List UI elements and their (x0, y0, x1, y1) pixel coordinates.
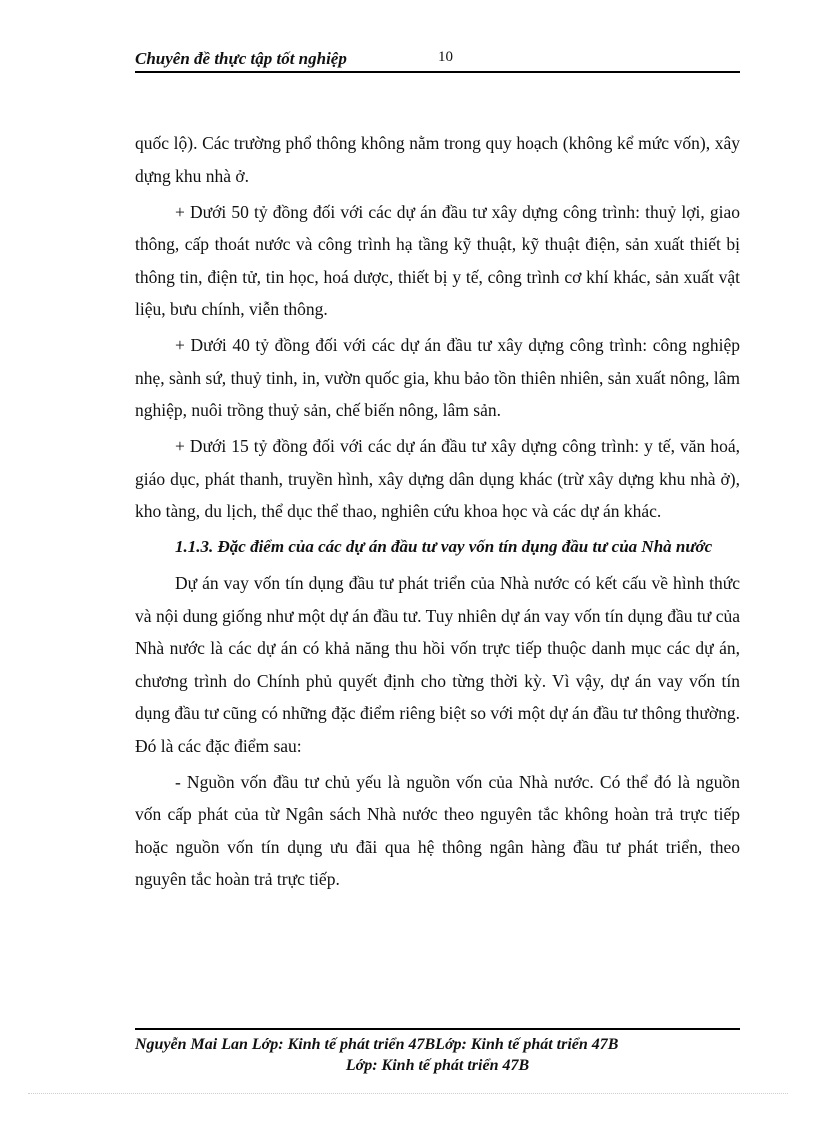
paragraph-under-40-billion: + Dưới 40 tỷ đồng đối với các dự án đầu tư xây dựng công trình: công nghiệp nhẹ, sành sứ, thuỷ tinh, in, vườn quốc gia, khu bảo tồn thiên nhiên, sản xuất nông, lâm nghiệp, nuôi trồng thuỷ sản, chế biến nông, lâm sản. (135, 335, 740, 420)
page-header (135, 49, 740, 73)
page-footer (135, 1028, 740, 1076)
document-body (135, 127, 740, 899)
footer-author-line: Nguyễn Mai Lan Lớp: Kinh tế phát triển 47BLớp: Kinh tế phát triển 47B (135, 1036, 619, 1053)
section-heading: 1.1.3. Đặc điểm của các dự án đầu tư vay vốn tín dụng đầu tư của Nhà nước (175, 537, 713, 556)
paragraph-continuation: quốc lộ). Các trường phổ thông không nằm trong quy hoạch (không kể mức vốn), xây dựng khu nhà ở. (135, 133, 740, 186)
header-title: Chuyên đề thực tập tốt nghiệp (135, 49, 347, 68)
paragraph-project-characteristics: Dự án vay vốn tín dụng đầu tư phát triển của Nhà nước có kết cấu về hình thức và nội dung giống như một dự án đầu tư. Tuy nhiên dự án vay vốn tín dụng đầu tư của Nhà nước là các dự án có khả năng thu hồi vốn trực tiếp thuộc danh mục các dự án, chương trình do Chính phủ quyết định cho từng thời kỳ. Vì vậy, dự án vay vốn tín dụng đầu tư cũng có những đặc điểm riêng biệt so với một dự án đầu tư thông thường. Đó là các đặc điểm sau: (135, 573, 740, 756)
page-edge-divider (28, 1093, 788, 1094)
paragraph-capital-source: - Nguồn vốn đầu tư chủ yếu là nguồn vốn của Nhà nước. Có thể đó là nguồn vốn cấp phát của từ Ngân sách Nhà nước theo nguyên tắc không hoàn trả trực tiếp hoặc nguồn vốn tín dụng ưu đãi qua hệ thông ngân hàng đầu tư phát triển, theo nguyên tắc hoàn trả trực tiếp. (135, 771, 740, 889)
footer-class-line: Lớp: Kinh tế phát triển 47B (345, 1057, 530, 1074)
page-number: 10 (438, 49, 453, 65)
paragraph-under-50-billion: + Dưới 50 tỷ đồng đối với các dự án đầu tư xây dựng công trình: thuỷ lợi, giao thông, cấp thoát nước và công trình hạ tầng kỹ thuật, kỹ thuật điện, sản xuất thiết bị thông tin, điện tử, tin học, hoá dược, thiết bị y tế, công trình cơ khí khác, sản xuất vật liệu, bưu chính, viễn thông. (135, 201, 740, 319)
paragraph-under-15-billion: + Dưới 15 tỷ đồng đối với các dự án đầu tư xây dựng công trình: y tế, văn hoá, giáo dục, phát thanh, truyền hình, xây dựng dân dụng khác (trừ xây dựng khu nhà ở), kho tàng, du lịch, thể dục thể thao, nghiên cứu khoa học và các dự án khác. (135, 436, 740, 521)
